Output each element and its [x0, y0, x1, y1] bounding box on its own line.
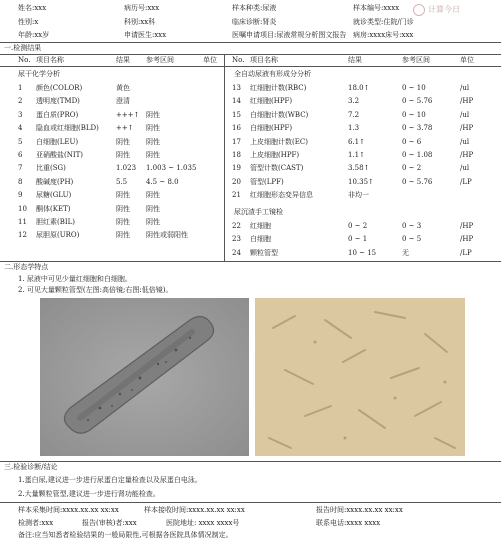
up-arrow-icon: ↑: [363, 84, 370, 92]
up-arrow-icon: ↑: [368, 177, 374, 186]
row-result: [116, 230, 130, 241]
row-no: 6: [18, 151, 23, 159]
field-label: 就诊类型:: [353, 18, 384, 26]
field-label: 病历号:: [124, 4, 148, 12]
row-item: 蛋白质(PRO): [36, 110, 79, 119]
row-no: 17: [232, 137, 241, 146]
up-arrow-icon: ↑: [127, 124, 134, 133]
footer-time-2: 报告时间:xxxx.xx.xx xx:xx: [316, 506, 403, 514]
row-item: 管型计数(CAST): [250, 164, 304, 173]
row-result: [116, 217, 130, 228]
row-item: 白细胞: [250, 235, 271, 244]
row-unit: /HP: [460, 235, 474, 244]
field-project: [232, 30, 346, 41]
row-unit: /HP: [460, 222, 474, 230]
row-item: 上皮细胞(HPF): [250, 151, 300, 159]
row-ref: 0 ~ 5.76: [402, 177, 433, 186]
field-record: [124, 3, 159, 14]
row-no: 12: [18, 231, 27, 240]
right-subgroup-title: 尿沉渣手工镜检: [234, 208, 283, 216]
row-result: [116, 190, 130, 201]
granular-cast-low-power-image: [255, 298, 465, 456]
left-header-item: 项目名称: [36, 56, 64, 64]
row-unit: /LP: [460, 177, 472, 186]
row-item: 红细胞(HPF): [250, 97, 293, 106]
row-unit: /ul: [460, 164, 470, 173]
row-no: 1: [18, 84, 23, 92]
footer-time-0: 样本采集时间:xxxx.xx.xx xx:xx: [18, 506, 119, 514]
field-value: 住院/门诊: [383, 18, 414, 26]
morphology-line-1: 1. 尿液中可见少量红细胞和白细胞。: [18, 275, 132, 283]
row-item: 白细胞(HPF): [250, 124, 293, 133]
field-label: 样本种类:: [232, 4, 263, 12]
field-value: xxxx: [383, 4, 400, 12]
micrograph-low-power: [255, 298, 465, 456]
field-age: [18, 30, 49, 41]
row-ref: 阴性: [146, 151, 160, 159]
result-value: 非均一: [348, 191, 369, 200]
divider: [0, 502, 501, 503]
footer-info-2: 医院地址: xxxx xxxx号: [166, 519, 240, 527]
result-value: ++: [116, 124, 128, 133]
result-value: 黄色: [116, 84, 130, 92]
row-item: 比重(SG): [36, 164, 66, 173]
row-item: 亚硝酸盐(NIT): [36, 151, 84, 159]
field-dept: [124, 17, 155, 28]
row-item: 管型(LPF): [250, 177, 284, 186]
result-value: 18.0: [348, 84, 364, 92]
row-ref: 阴性: [146, 204, 160, 213]
row-no: 16: [232, 124, 241, 133]
right-header-no: No.: [232, 56, 245, 64]
row-result: [348, 163, 369, 174]
result-value: 阴性: [116, 231, 130, 240]
row-no: 24: [232, 248, 241, 257]
field-label: 申请医生:: [124, 31, 155, 39]
row-result: [116, 204, 130, 215]
row-no: 5: [18, 137, 23, 146]
row-no: 20: [232, 177, 241, 186]
footer-info-0: 检测者:xxx: [18, 519, 54, 527]
granular-cast-high-power-image: [40, 298, 249, 456]
field-value: xxxx床号:xxx: [369, 31, 414, 39]
field-value: xxx: [154, 31, 167, 39]
column-divider: [224, 54, 225, 261]
result-value: 阴性: [116, 151, 130, 159]
result-value: 10 ~ 15: [348, 248, 377, 257]
field-gender: [18, 17, 38, 28]
row-unit: /HP: [460, 151, 474, 159]
field-name: [18, 3, 46, 14]
field-value: xxx: [147, 4, 160, 12]
field-label: 医嘱申请项目:: [232, 31, 277, 39]
row-item: 尿胆原(URO): [36, 231, 80, 240]
row-unit: /ul: [460, 137, 470, 146]
row-no: 14: [232, 97, 241, 106]
result-value: 0 ~ 1: [348, 235, 368, 244]
field-value: 尿液常规分析图文报告: [276, 31, 347, 39]
row-no: 10: [18, 204, 27, 213]
row-no: 22: [232, 222, 241, 230]
row-result: [116, 137, 130, 148]
row-item: 白细胞(LEU): [36, 137, 79, 146]
result-value: 6.1: [348, 137, 360, 146]
row-result: [348, 234, 367, 245]
row-ref: 1.003 ~ 1.035: [146, 164, 197, 173]
row-ref: 阴性或弱阳性: [146, 231, 188, 240]
row-no: 2: [18, 97, 23, 106]
field-value: xx岁: [34, 31, 50, 39]
result-value: 1.023: [116, 164, 137, 173]
field-doctor: [124, 30, 166, 41]
field-label: 样本编号:: [353, 4, 384, 12]
row-no: 21: [232, 191, 241, 200]
up-arrow-icon: ↑: [133, 110, 140, 119]
row-item: 红细胞: [250, 222, 271, 230]
row-result: [116, 163, 136, 174]
row-item: 尿糖(GLU): [36, 191, 72, 200]
result-value: 0 ~ 2: [348, 222, 368, 230]
row-no: 15: [232, 110, 241, 119]
divider: [0, 66, 501, 67]
field-sample_no: [353, 3, 399, 14]
row-result: [116, 177, 127, 188]
row-result: [116, 110, 139, 121]
row-result: [348, 248, 376, 259]
row-result: [116, 83, 130, 94]
row-no: 9: [18, 191, 23, 200]
field-label: 年龄:: [18, 31, 35, 39]
conclusion-line-2: 2.大量颗粒管型,建议进一步进行肾功能检查。: [18, 490, 160, 498]
row-result: [348, 137, 365, 148]
row-item: 上皮细胞计数(EC): [250, 137, 308, 146]
result-value: +++: [116, 110, 134, 119]
result-value: 3.58: [348, 164, 364, 173]
row-unit: /ul: [460, 110, 470, 119]
result-value: 阴性: [116, 218, 130, 226]
field-visit_type: [353, 17, 414, 28]
result-value: 1.1: [348, 151, 360, 159]
row-result: [116, 96, 130, 107]
left-header-result: 结果: [116, 56, 130, 64]
field-diagnosis: [232, 17, 276, 28]
row-result: [348, 110, 359, 121]
row-item: 酸碱度(PH): [36, 177, 74, 186]
left-header-no: No.: [18, 56, 31, 64]
section-morphology-title: 二.形态学特点: [4, 263, 49, 271]
row-ref: 阴性: [146, 110, 160, 119]
left-header-ref: 参考区间: [146, 56, 174, 64]
result-value: 1.3: [348, 124, 360, 133]
row-no: 3: [18, 110, 23, 119]
footer-info-1: 报告(审核)者:xxx: [82, 519, 137, 527]
field-label: 姓名:: [18, 4, 35, 12]
row-item: 颜色(COLOR): [36, 84, 83, 92]
row-ref: 阴性: [146, 137, 160, 146]
row-unit: /LP: [460, 248, 472, 257]
result-value: 5.5: [116, 177, 128, 186]
row-item: 隐血或红细胞(BLD): [36, 124, 99, 133]
morphology-line-2: 2. 可见大量颗粒管型(左图:高倍镜;右图:低倍镜)。: [18, 286, 173, 294]
row-item: 胆红素(BIL): [36, 218, 76, 226]
result-value: 3.2: [348, 97, 360, 106]
row-unit: /HP: [460, 97, 474, 106]
row-ref: 0 ~ 5: [402, 235, 422, 244]
right-header-ref: 参考区间: [402, 56, 430, 64]
row-item: 白细胞计数(WBC): [250, 110, 309, 119]
field-value: xx科: [140, 18, 156, 26]
field-label: 临床诊断:: [232, 18, 263, 26]
row-ref: 0 ~ 5.76: [402, 97, 433, 106]
left-header-unit: 单位: [203, 56, 217, 64]
row-ref: 阴性: [146, 191, 160, 200]
row-result: [348, 150, 365, 161]
row-result: [348, 177, 374, 188]
row-no: 7: [18, 164, 23, 173]
row-item: 酮体(KET): [36, 204, 71, 213]
row-result: [348, 96, 359, 107]
up-arrow-icon: ↑: [363, 164, 370, 173]
field-value: 尿液: [262, 4, 277, 12]
row-ref: 无: [402, 248, 409, 257]
right-group-title: 全自动尿液有形成分分析: [234, 70, 311, 78]
right-header-item: 项目名称: [250, 56, 278, 64]
up-arrow-icon: ↑: [359, 151, 366, 159]
logo-emblem-icon: [413, 4, 425, 16]
row-ref: 0 ~ 10: [402, 110, 426, 119]
row-ref: 4.5 ~ 8.0: [146, 177, 179, 186]
row-item: 颗粒管型: [250, 248, 278, 257]
field-label: 性别:: [18, 18, 35, 26]
row-unit: /ul: [460, 84, 470, 92]
row-result: [116, 123, 134, 134]
hospital-logo: 计算今日: [413, 0, 493, 20]
row-ref: 阴性: [146, 124, 160, 133]
row-ref: 0 ~ 2: [402, 164, 422, 173]
result-value: 阴性: [116, 137, 130, 146]
field-value: xxx: [34, 4, 47, 12]
row-result: [348, 221, 367, 232]
row-item: 红细胞计数(RBC): [250, 84, 307, 92]
conclusion-line-1: 1.蛋白尿,建议进一步进行尿蛋白定量检查以及尿蛋白电泳。: [18, 476, 202, 484]
row-result: [348, 123, 359, 134]
section-results-title: 一.检测结果: [4, 44, 42, 52]
result-value: 7.2: [348, 110, 360, 119]
field-sample_type: [232, 3, 276, 14]
row-ref: 0 ~ 1.08: [402, 151, 433, 159]
row-no: 18: [232, 151, 241, 159]
row-ref: 0 ~ 10: [402, 84, 426, 92]
field-label: 科别:: [124, 18, 141, 26]
row-no: 13: [232, 84, 241, 92]
row-item: 红细胞形态变异信息: [250, 191, 313, 200]
row-result: [116, 150, 130, 161]
field-value: 肾炎: [262, 18, 277, 26]
row-ref: 0 ~ 6: [402, 137, 422, 146]
result-value: 阴性: [116, 204, 130, 213]
left-group-title: 尿干化学分析: [18, 70, 60, 78]
right-header-result: 结果: [348, 56, 362, 64]
result-value: 澄清: [116, 97, 130, 106]
row-unit: /HP: [460, 124, 474, 133]
row-no: 4: [18, 124, 23, 133]
field-room: [353, 30, 413, 41]
row-ref: 0 ~ 3: [402, 222, 422, 230]
field-value: x: [34, 18, 39, 26]
row-no: 8: [18, 177, 23, 186]
up-arrow-icon: ↑: [359, 137, 366, 146]
footer-time-1: 样本接收时间:xxxx.xx.xx xx:xx: [144, 506, 245, 514]
footer-info-3: 联系电话:xxxx xxxx: [316, 519, 381, 527]
row-item: 透明度(TMD): [36, 97, 80, 106]
result-value: 阴性: [116, 191, 130, 200]
result-value: 10.35: [348, 177, 369, 186]
row-no: 19: [232, 164, 241, 173]
row-result: [348, 83, 369, 94]
field-label: 病房:: [353, 31, 370, 39]
right-header-unit: 单位: [460, 56, 474, 64]
row-ref: 0 ~ 3.78: [402, 124, 433, 133]
section-conclusion-title: 三.检验诊断/结论: [4, 463, 58, 471]
row-result: [348, 190, 369, 201]
row-no: 11: [18, 218, 27, 226]
row-ref: 阴性: [146, 218, 160, 226]
row-no: 23: [232, 235, 241, 244]
micrograph-high-power: [40, 298, 249, 456]
report-note: 备注:应当知悉者检验结果的一般局限性,可根据各医院具体情况制定。: [18, 531, 233, 539]
